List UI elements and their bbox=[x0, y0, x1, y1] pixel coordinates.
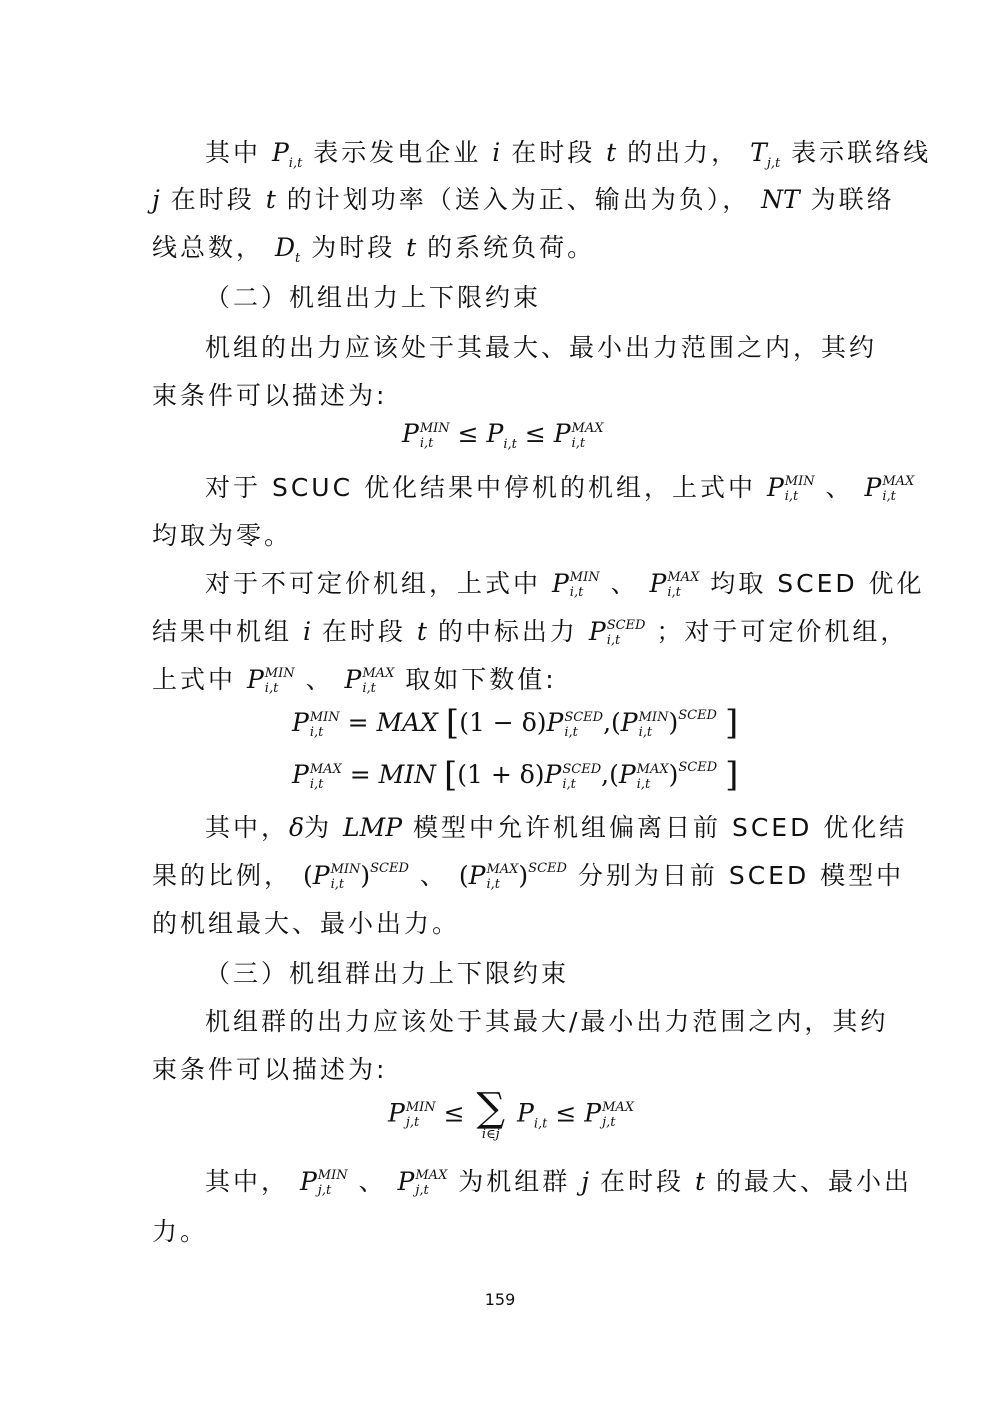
text-line: 的机组最大、最小出力。 bbox=[152, 909, 461, 938]
text-line: 束条件可以描述为: bbox=[152, 381, 388, 410]
text-line: 上式中 P MIN i,t 、 P MAX i,t 取如下数值: bbox=[152, 665, 557, 696]
equation-max-bound: P MAX i,t = MIN [(1 + δ)P SCED i,t ,(P MAX i,t )$^{SCED}$ ] bbox=[292, 755, 739, 795]
equation-group-bounds: P MIN j,t ≤ ∑ i∈j $P_{i,t} \le P$ MAX j,t bbox=[388, 1085, 635, 1142]
math-T-jt: $T_{j,t}$ bbox=[750, 138, 781, 171]
text-line: 束条件可以描述为: bbox=[152, 1055, 388, 1084]
text-line: 结果中机组 i 在时段 t 的中标出力 P SCED i,t ；对于可定价机组， bbox=[152, 617, 909, 648]
equation-min-bound: P MIN i,t = MAX [(1 − δ)P SCED i,t ,(P MIN i,t )$^{SCED}$ ] bbox=[292, 703, 739, 743]
text-line: 机组群的出力应该处于其最大/最小出力范围之内，其约 bbox=[205, 1007, 889, 1036]
text-line: 机组的出力应该处于其最大、最小出力范围之内，其约 bbox=[205, 333, 878, 362]
math-D-t: $D_t$ bbox=[274, 233, 301, 266]
text-line: 对于不可定价机组，上式中 P MIN i,t 、 P MAX i,t 均取 SCED 优化 bbox=[205, 569, 925, 600]
text-line: 其中 $P_{i,t}$ 表示发电企业 i 在时段 t 的出力， $T_{j,t}$ 表示联络线 bbox=[205, 135, 855, 171]
text-line: 果的比例， (P MIN i,t )$^{SCED}$ 、 (P MAX i,t )$^{SCED}$ 分别为日前 SCED 模型中 bbox=[152, 861, 905, 892]
text-line: 对于 SCUC 优化结果中停机的机组，上式中 P MIN i,t 、 P MAX i,t bbox=[205, 473, 915, 504]
text-line: 其中， P MIN j,t 、 P MAX j,t 为机组群 j 在时段 t 的最大、最小出 bbox=[205, 1167, 912, 1198]
math-P-it: $P_{i,t}$ bbox=[271, 138, 303, 171]
section-heading: （二）机组出力上下限约束 bbox=[205, 283, 542, 312]
equation-output-bounds: P MIN i,t ≤ $P_{i,t} \le P$ MAX i,t bbox=[402, 419, 604, 452]
text-line: 均取为零。 bbox=[152, 521, 293, 550]
sum-symbol: ∑ i∈j bbox=[476, 1085, 506, 1142]
text-line: 线总数， $D_t$ 为时段 t 的系统负荷。 bbox=[152, 230, 852, 266]
page-number: 159 bbox=[484, 1290, 516, 1309]
text-line: 力。 bbox=[152, 1217, 209, 1246]
text-line: 其中，δ为 LMP 模型中允许机组偏离日前 SCED 优化结 bbox=[205, 813, 908, 842]
text-line: j 在时段 t 的计划功率（送入为正、输出为负）， NT 为联络 bbox=[152, 185, 895, 214]
section-heading: （三）机组群出力上下限约束 bbox=[205, 959, 570, 988]
